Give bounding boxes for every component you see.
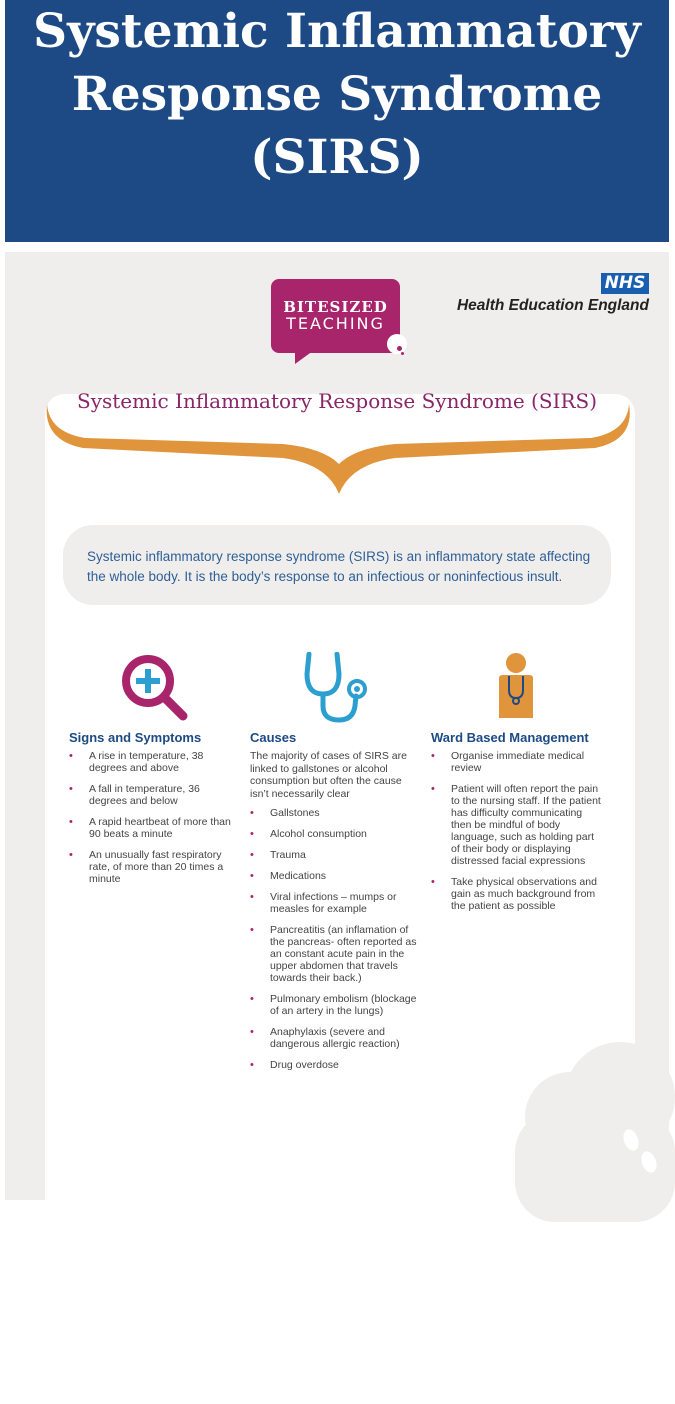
orange-brace-graphic <box>43 402 633 494</box>
nhs-logo: NHS <box>601 273 649 294</box>
list-item: • Patient will often report the pain to the nursing staff. If the patient has difficulty communicating then be mindful of body language, such as holding part of their body or displaying distressed facial expressions <box>431 783 603 867</box>
bitesized-logo-line1: BITESIZED <box>283 298 388 316</box>
list-item: • Pancreatitis (an inflamation of the pancreas- often reported as an constant acute pain in the upper abdomen that travels towards their back.) <box>250 924 420 984</box>
ward-list <box>431 750 603 912</box>
ward-heading: Ward Based Management <box>431 730 589 745</box>
hee-logo-text: Health Education England <box>456 297 649 314</box>
list-item: • Gallstones <box>250 807 420 819</box>
infographic-card <box>5 252 669 1200</box>
list-item: • A rapid heartbeat of more than 90 beats a minute <box>69 816 235 840</box>
bitesized-logo-bite <box>387 334 407 354</box>
list-item: • Anaphylaxis (severe and dangerous allergic reaction) <box>250 1026 420 1050</box>
list-item: • Trauma <box>250 849 420 861</box>
ward-management-column <box>431 730 603 921</box>
section-title: Systemic Inflammatory Response Syndrome (SIRS) <box>77 389 597 413</box>
stethoscope-icon <box>301 652 371 724</box>
list-item: • A rise in temperature, 38 degrees and above <box>69 750 235 774</box>
magnifier-plus-icon <box>119 652 189 722</box>
list-item: • An unusually fast respiratory rate, of more than 20 times a minute <box>69 849 235 885</box>
list-item: • A fall in temperature, 36 degrees and below <box>69 783 235 807</box>
list-item: • Viral infections – mumps or measles for example <box>250 891 420 915</box>
bitesized-logo-line2: TEACHING <box>286 314 385 333</box>
list-item: • Medications <box>250 870 420 882</box>
bitesized-logo-crumb <box>401 352 404 355</box>
intro-text: Systemic inflammatory response syndrome (SIRS) is an inflammatory state affecting the whole body. It is the body’s response to an infectious or noninfectious insult. <box>87 549 591 584</box>
list-item: • Take physical observations and gain as much background from the patient as possible <box>431 876 603 912</box>
signs-list <box>69 750 235 885</box>
causes-list <box>250 807 420 1071</box>
causes-intro: The majority of cases of SIRS are linked to gallstones or alcohol consumption but often the cause isn’t necessarily clear <box>250 750 407 800</box>
signs-heading: Signs and Symptoms <box>69 730 202 745</box>
signs-and-symptoms-column <box>69 730 235 894</box>
bitesized-logo-tail <box>295 348 317 364</box>
footprints-icon <box>617 1122 667 1182</box>
causes-column <box>250 730 420 1080</box>
intro-box <box>63 525 611 605</box>
list-item: • Pulmonary embolism (blockage of an artery in the lungs) <box>250 993 420 1017</box>
banner-title: Systemic Inflammatory Response Syndrome (SIRS) <box>33 4 641 185</box>
list-item: • Drug overdose <box>250 1059 420 1071</box>
list-item: • Organise immediate medical review <box>431 750 603 774</box>
title-banner <box>5 0 669 242</box>
list-item: • Alcohol consumption <box>250 828 420 840</box>
doctor-icon <box>495 652 537 720</box>
bitesized-logo-crumb <box>397 346 402 351</box>
causes-heading: Causes <box>250 730 297 745</box>
